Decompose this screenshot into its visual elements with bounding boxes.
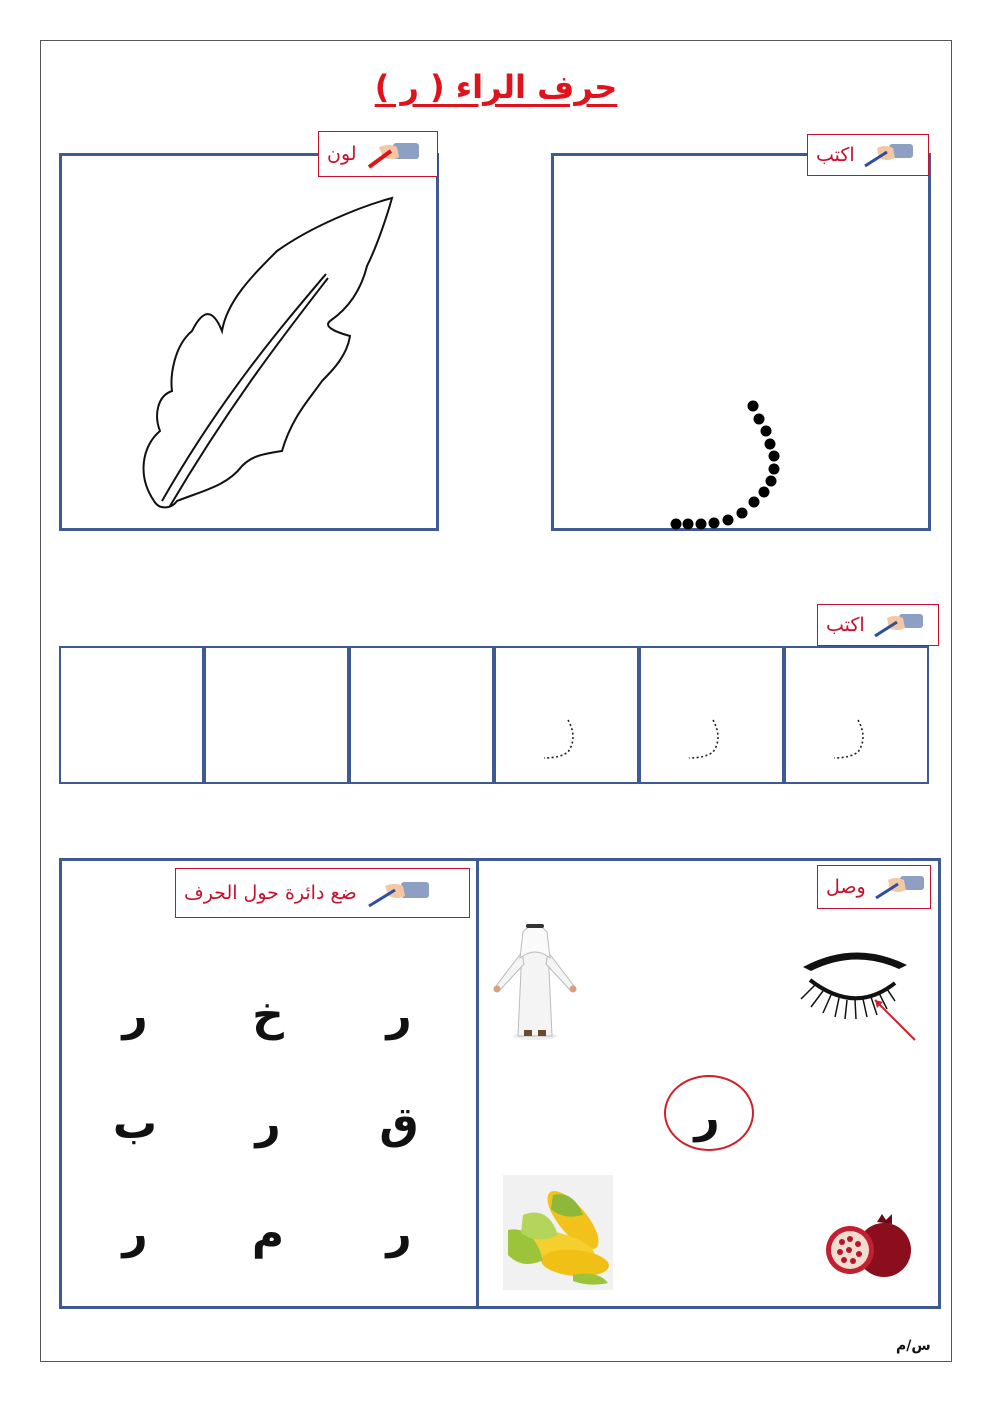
connect-label <box>817 865 931 909</box>
trace-cell-4[interactable] <box>494 646 639 784</box>
write-cell-2[interactable] <box>204 646 349 784</box>
write-label-text: اكتب <box>816 144 855 166</box>
footer-initials: س/م <box>896 1338 931 1354</box>
dotted-letter-ra <box>554 156 934 534</box>
corn-icon[interactable] <box>503 1175 613 1290</box>
grid-letter[interactable]: ر <box>386 990 412 1041</box>
pen-hand-icon <box>363 876 433 910</box>
grid-letter[interactable]: ر <box>386 1208 412 1259</box>
write-row-label-text: اكتب <box>826 614 865 636</box>
grid-letter[interactable]: ر <box>122 990 148 1041</box>
pomegranate-icon[interactable] <box>822 1212 917 1282</box>
grid-letter[interactable]: ق <box>379 1098 419 1149</box>
grid-letter[interactable]: ر <box>255 1098 281 1149</box>
connect-letter: ر <box>694 1092 720 1143</box>
color-label <box>318 131 438 177</box>
pen-hand-icon <box>363 137 423 171</box>
grid-letter[interactable]: ب <box>112 1098 158 1149</box>
write-label-row <box>817 604 939 646</box>
pen-hand-icon <box>872 872 928 902</box>
feather-icon <box>62 156 442 534</box>
man-icon[interactable] <box>490 918 580 1043</box>
circle-label-text: ضع دائرة حول الحرف <box>184 882 357 904</box>
dotted-letter-ra-small <box>641 648 786 786</box>
dotted-letter-ra-small <box>786 648 931 786</box>
pen-hand-icon <box>861 140 917 170</box>
trace-cell-6[interactable] <box>784 646 929 784</box>
eye-icon[interactable] <box>795 945 925 1045</box>
pen-hand-icon <box>871 610 927 640</box>
page-title: حرف الراء ( ر ) <box>374 68 618 106</box>
write-cell-3[interactable] <box>349 646 494 784</box>
grid-letter[interactable]: ر <box>122 1208 148 1259</box>
grid-letter[interactable]: خ <box>252 990 284 1041</box>
write-cell-1[interactable] <box>59 646 204 784</box>
write-letter-box[interactable] <box>551 153 931 531</box>
dotted-letter-ra-small <box>496 648 641 786</box>
circle-label <box>175 868 470 918</box>
write-label-top <box>807 134 929 176</box>
trace-cell-5[interactable] <box>639 646 784 784</box>
color-box <box>59 153 439 531</box>
color-label-text: لون <box>327 143 357 165</box>
connect-label-text: وصل <box>826 876 866 898</box>
grid-letter[interactable]: م <box>251 1208 285 1259</box>
